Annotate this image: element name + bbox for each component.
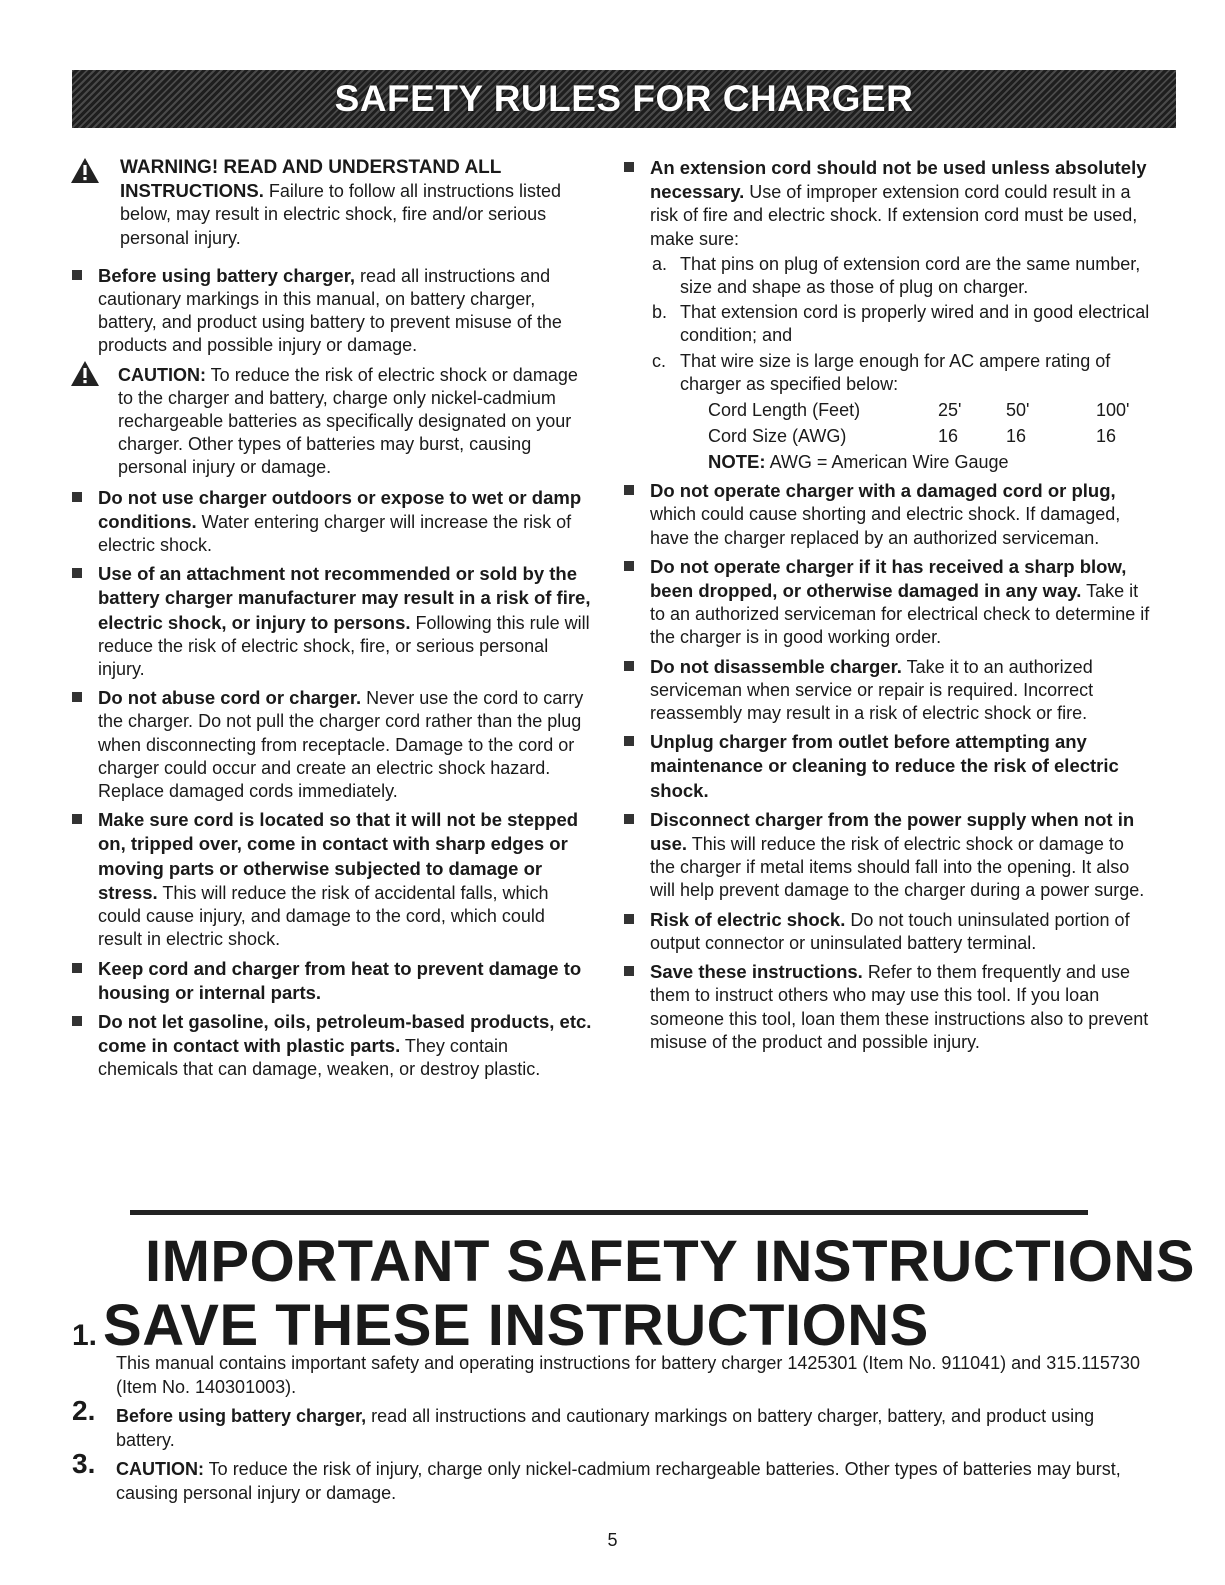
item-text: This will reduce the risk of electric shock or damage to the charger if metal items should fall into the opening. It also will help prevent damage to the charger during a power surge.: [650, 834, 1145, 901]
item-bold: Unplug charger from outlet before attempting any maintenance or cleaning to reduce the risk of electric shock.: [650, 731, 1119, 801]
table-cell: Cord Size (AWG): [708, 426, 847, 447]
warning-body: [120, 179, 592, 250]
item-number: 3.: [72, 1448, 96, 1479]
item-bold: An extension cord should not be used unless absolutely necessary.: [650, 157, 1147, 203]
item-text: Refer to them frequently and use them to instruct others who may use this tool. If you loan someone this tool, loan them these instructions also to prevent misuse of the product and possible injury.: [650, 962, 1149, 1052]
item-text: Take it to an authorized serviceman for electrical check to determine if the charger is in good working order.: [650, 581, 1150, 648]
divider: [130, 1210, 1088, 1215]
item-text: They contain chemicals that can damage, weaken, or destroy plastic.: [98, 1036, 541, 1080]
page-number: 5: [607, 1530, 618, 1550]
list-item: [622, 555, 1150, 650]
list-item: [622, 908, 1150, 955]
sub-text: That wire size is large enough for AC ampere rating of charger as specified below:: [680, 350, 1111, 394]
bullet-square-icon: [72, 814, 82, 824]
numbered-list: [72, 1352, 1152, 1505]
bullet-square-icon: [624, 485, 634, 495]
sub-text: That extension cord is properly wired and in good electrical condition; and: [680, 302, 1150, 346]
numbered-item-1-body: [72, 1352, 1152, 1399]
sub-label: a.: [652, 253, 668, 274]
note-text: AWG = American Wire Gauge: [765, 452, 1009, 473]
extension-cord-item: [622, 156, 1150, 474]
bullet-square-icon: [624, 736, 634, 746]
table-cell: 16: [1006, 426, 1027, 447]
bullet-square-icon: [624, 814, 634, 824]
item-text: Use of improper extension cord could result in a risk of fire and electric shock. If extension cord must be used, make sure:: [650, 182, 1138, 249]
save-title: SAVE THESE INSTRUCTIONS: [103, 1293, 929, 1358]
list-item: [622, 960, 1150, 1054]
item-bold: Make sure cord is located so that it will not be stepped on, tripped over, come in contact with sharp edges or moving parts or otherwise subjected to damage or stress.: [98, 809, 579, 903]
bullet-square-icon: [72, 270, 82, 280]
list-item: [70, 1010, 592, 1082]
numbered-item-3: [72, 1448, 1152, 1505]
item-text: To reduce the risk of injury, charge only nickel-cadmium rechargeable batteries. Other types of batteries may burst, causing personal injury or damage.: [116, 1459, 1121, 1503]
item-bold: CAUTION:: [116, 1459, 204, 1479]
item-bold: Do not use charger outdoors or expose to wet or damp conditions.: [98, 486, 582, 532]
item-text: Never use the cord to carry the charger. Do not pull the charger cord rather than the plug when disconnecting from receptacle. Damage to the cord or charger could occur and create an electric shock hazard. Replace damaged cords immediately.: [98, 688, 584, 802]
cord-table: [708, 398, 1129, 450]
bullet-square-icon: [624, 661, 634, 671]
list-item: [70, 486, 592, 558]
sub-label: c.: [652, 350, 667, 371]
sub-item: [650, 301, 1150, 347]
table-cell: Cord Length (Feet): [708, 400, 861, 421]
left-column: [70, 156, 592, 1087]
item-bold: Do not disassemble charger.: [650, 655, 902, 677]
bullet-square-icon: [624, 966, 634, 976]
save-heading: [72, 1292, 929, 1359]
item-bold: Before using battery charger,: [98, 264, 356, 286]
list-item: [622, 808, 1150, 903]
numbered-item-2: [72, 1395, 1152, 1452]
item-bold: Do not operate charger with a damaged cord or plug,: [650, 480, 1116, 502]
item-bold: Do not operate charger if it has received a sharp blow, been dropped, or otherwise damaged in any way.: [650, 555, 1127, 602]
item-text: which could cause shorting and electric shock. If damaged, have the charger replaced by an authorized serviceman.: [650, 504, 1121, 548]
bullet-square-icon: [624, 561, 634, 571]
warning-triangle-icon: [70, 360, 100, 387]
table-cell: 25': [938, 400, 962, 421]
list-item: [70, 808, 592, 951]
right-column: [622, 156, 1150, 1059]
note-label: NOTE:: [708, 451, 766, 473]
save-number: 1.: [72, 1319, 98, 1352]
warning-lead: INSTRUCTIONS.: [120, 180, 264, 202]
bullet-square-icon: [72, 568, 82, 578]
warning-title: WARNING! READ AND UNDERSTAND ALL: [120, 157, 502, 178]
section-banner: [72, 70, 1176, 128]
table-cell: 50': [1006, 400, 1030, 421]
list-item: [70, 686, 592, 803]
item-number: 2.: [72, 1395, 96, 1426]
table-row: [708, 398, 1129, 424]
warning-block: [70, 156, 592, 250]
item-bold: Disconnect charger from the power supply when not in use.: [650, 808, 1135, 855]
important-title: IMPORTANT SAFETY INSTRUCTIONS: [145, 1229, 1195, 1294]
item-bold: Risk of electric shock.: [650, 908, 846, 930]
list-item: [70, 264, 592, 358]
sub-item: [650, 350, 1150, 396]
list-item: [622, 655, 1150, 726]
bullet-square-icon: [72, 963, 82, 973]
item-text: Do not touch uninsulated portion of output connector or uninsulated battery terminal.: [650, 909, 1130, 953]
item-text: read all instructions and cautionary markings on battery charger, battery, and product using battery.: [116, 1406, 1095, 1450]
item-bold: Do not let gasoline, oils, petroleum-based products, etc. come in contact with plastic parts.: [98, 1010, 592, 1057]
save-text: This manual contains important safety and operating instructions for battery charger 1425301 (Item No. 911041) and 315.115730 (Item No. 140301003).: [116, 1353, 1140, 1397]
item-text: Water entering charger will increase the risk of electric shock.: [98, 511, 572, 556]
caution-block: [70, 364, 592, 480]
bullet-square-icon: [72, 1016, 82, 1026]
bullet-square-icon: [72, 692, 82, 702]
awg-note: [708, 450, 1150, 474]
table-cell: 16: [1096, 426, 1117, 447]
item-text: read all instructions and cautionary markings in this manual, on battery charger, battery, and product using battery to prevent misuse of the products and possible injury or damage.: [98, 265, 562, 356]
list-item: [622, 479, 1150, 550]
bullet-square-icon: [72, 492, 82, 502]
item-text: Following this rule will reduce the risk of electric shock, fire, or serious personal injury.: [98, 612, 590, 680]
list-item: [70, 957, 592, 1005]
item-bold: Do not abuse cord or charger.: [98, 687, 362, 709]
warning-triangle-icon: [70, 157, 100, 184]
sub-text: That pins on plug of extension cord are the same number, size and shape as those of plug on charger.: [680, 253, 1141, 298]
warning-text: Failure to follow all instructions listed below, may result in electric shock, fire and/or serious personal injury.: [120, 181, 562, 248]
list-item: [70, 562, 592, 681]
bullet-square-icon: [624, 162, 634, 172]
item-bold: Before using battery charger,: [116, 1406, 367, 1426]
table-row: [708, 424, 1129, 450]
banner-title: SAFETY RULES FOR CHARGER: [334, 78, 914, 119]
bullet-square-icon: [624, 914, 634, 924]
item-bold: Save these instructions.: [650, 961, 863, 983]
caution-text: To reduce the risk of electric shock or damage to the charger and battery, charge only nickel-cadmium rechargeable batteries as specifically designated on your charger. Other types of batteries may burst, causing personal injury or damage.: [118, 364, 578, 478]
table-cell: 16: [938, 426, 959, 447]
item-bold: Use of an attachment not recommended or sold by the battery charger manufacturer may result in a risk of fire, electric shock, or injury to persons.: [98, 563, 591, 633]
item-bold: Keep cord and charger from heat to prevent damage to housing or internal parts.: [98, 957, 582, 1003]
sub-item: [650, 253, 1150, 299]
sub-label: b.: [652, 302, 668, 323]
list-item: [622, 730, 1150, 803]
item-text: Take it to an authorized serviceman when service or repair is required. Incorrect reassembly may result in a risk of electric shock or fire.: [650, 656, 1094, 724]
caution-label: CAUTION:: [118, 364, 206, 385]
table-cell: 100': [1096, 400, 1130, 421]
item-text: This will reduce the risk of accidental falls, which could cause injury, and damage to the cord, which could result in electric shock.: [98, 882, 549, 950]
